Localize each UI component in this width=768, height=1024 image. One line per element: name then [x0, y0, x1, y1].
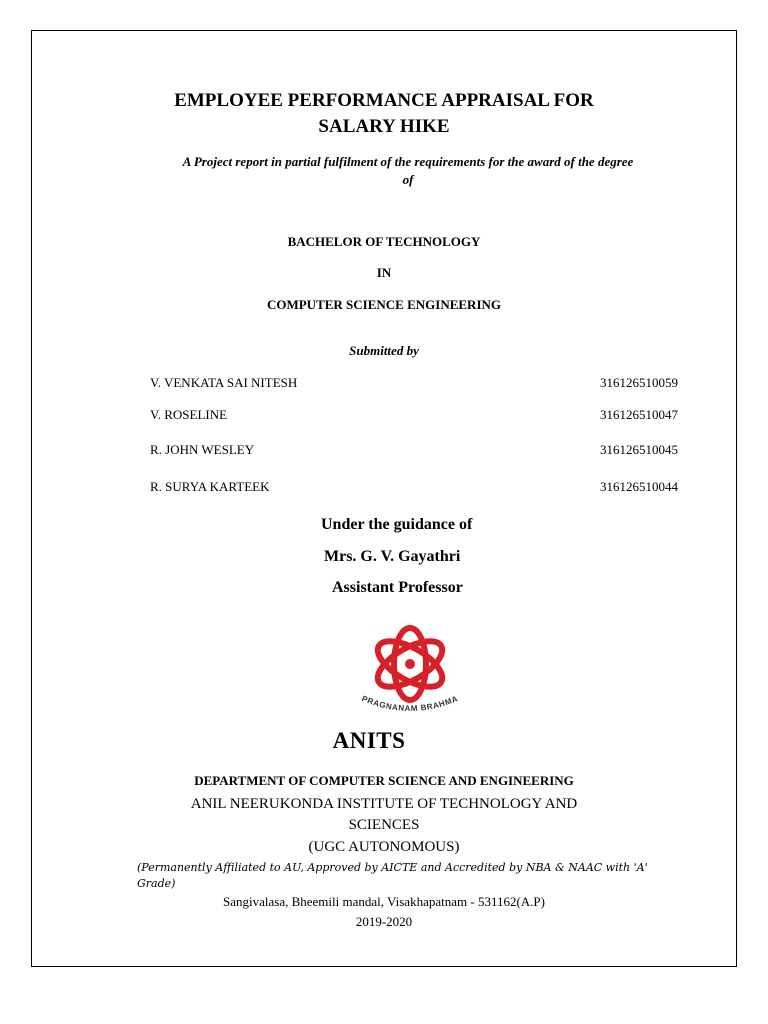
student-name: R. JOHN WESLEY	[150, 442, 255, 457]
affiliation-line2: Grade)	[137, 877, 176, 890]
institute-autonomy: (UGC AUTONOMOUS)	[308, 839, 460, 855]
student-row	[150, 375, 678, 393]
institute-address: Sangivalasa, Bheemili mandal, Visakhapatnam - 531162(A.P)	[223, 894, 545, 909]
student-row	[150, 442, 678, 460]
student-name: V. ROSELINE	[150, 407, 228, 422]
branch-name: COMPUTER SCIENCE ENGINEERING	[266, 297, 502, 312]
student-roll-number: 316126510047	[600, 407, 678, 422]
guidance-heading: Under the guidance of	[321, 516, 473, 533]
svg-text:PRAGNANAM BRAHMA	[361, 694, 460, 713]
department-name: DEPARTMENT OF COMPUTER SCIENCE AND ENGINEERING	[194, 773, 574, 788]
anits-logo-icon	[340, 612, 480, 732]
submitted-by-label: Submitted by	[349, 343, 419, 358]
report-title-line1: EMPLOYEE PERFORMANCE APPRAISAL FOR	[174, 90, 594, 111]
student-row	[150, 479, 678, 497]
guide-name: Mrs. G. V. Gayathri	[324, 548, 461, 565]
guide-designation: Assistant Professor	[332, 579, 463, 596]
student-roll-number: 316126510044	[600, 479, 678, 494]
student-roll-number: 316126510059	[600, 375, 678, 390]
degree-in: IN	[376, 265, 392, 280]
logo-motto: PRAGNANAM BRAHMA	[360, 693, 460, 714]
student-row	[150, 407, 678, 425]
affiliation-line1: (Permanently Affiliated to AU, Approved by AICTE and Accredited by NBA & NAAC with 'A'	[137, 861, 648, 874]
student-name: V. VENKATA SAI NITESH	[150, 375, 298, 390]
report-subtitle-line2: of	[402, 172, 414, 187]
academic-year: 2019-2020	[355, 914, 413, 929]
student-roll-number: 316126510045	[600, 442, 678, 457]
institute-name-line2: SCIENCES	[348, 817, 420, 833]
report-subtitle-line1: A Project report in partial fulfilment of the requirements for the award of the degree	[182, 154, 634, 169]
degree-name: BACHELOR OF TECHNOLOGY	[287, 234, 481, 249]
institute-name-line1: ANIL NEERUKONDA INSTITUTE OF TECHNOLOGY AND	[190, 796, 578, 812]
student-name: R. SURYA KARTEEK	[150, 479, 270, 494]
logo-acronym: ANITS	[332, 728, 406, 753]
report-title-line2: SALARY HIKE	[318, 116, 450, 137]
